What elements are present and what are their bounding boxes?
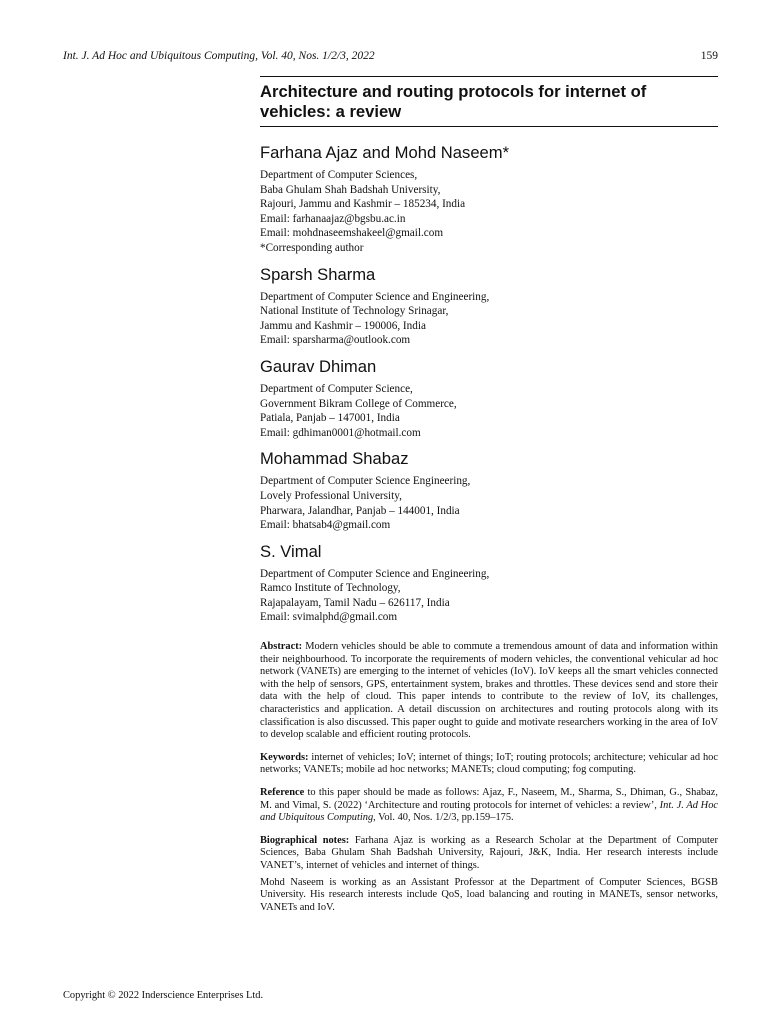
affiliation-line: Patiala, Panjab – 147001, India (260, 412, 400, 425)
affiliation-line: Rajouri, Jammu and Kashmir – 185234, India (260, 198, 466, 211)
article-column (260, 76, 718, 924)
affiliation-line: Government Bikram College of Commerce, (260, 397, 457, 410)
keywords (260, 752, 718, 777)
title-rule-bottom (260, 126, 718, 127)
author-block (260, 143, 718, 256)
affiliation-line: Jammu and Kashmir – 190006, India (260, 319, 426, 332)
author-block (260, 449, 718, 532)
abstract (260, 641, 718, 742)
affiliation-line: Lovely Professional University, (260, 489, 402, 502)
affiliation-line: Pharwara, Jalandhar, Panjab – 144001, India (260, 504, 460, 517)
author-name: Mohammad Shabaz (260, 449, 409, 469)
affiliation (260, 168, 718, 256)
author-block (260, 357, 718, 440)
email-line: Email: mohdnaseemshakeel@gmail.com (260, 227, 444, 240)
reference-text: to this paper should be made as follows: Ajaz, F., Naseem, M., Sharma, S., Dhiman, G., Shabaz, M. and Vimal, S. (2022) ‘Architecture and routing protocols for internet of vehicles: a review’, (260, 787, 718, 811)
running-head (63, 50, 718, 62)
bio-label: Biographical notes: (260, 834, 350, 846)
affiliation-line: Ramco Institute of Technology, (260, 582, 401, 595)
affiliation-line: Department of Computer Science and Engineering, (260, 567, 490, 580)
corresponding-note: *Corresponding author (260, 241, 364, 254)
keywords-label: Keywords: (260, 751, 309, 763)
copyright-notice: Copyright © 2022 Inderscience Enterprises Ltd. (63, 990, 264, 1001)
author-name: Gaurav Dhiman (260, 356, 377, 376)
affiliation-line: Department of Computer Science, (260, 382, 413, 395)
email-line: Email: svimalphd@gmail.com (260, 611, 398, 624)
email-line: Email: sparsharma@outlook.com (260, 334, 411, 347)
abstract-text: Modern vehicles should be able to commute a tremendous amount of data and information within their neighbourhood. To incorporate the requirements of modern vehicles, the conventional vehicular ad hoc network (VANETs) are emerging to the internet of vehicles (IoV). IoV keeps all the smart vehicles connected with the help of sensors, GPS, entertainment system, brakes and throttles. These devices send and store their data with the help of cloud. This paper intends to contribute to the review of IoV, its challenges, characteristics and application. A detail discussion on architectures and routing protocols along with its classification is also discussed. This paper ought to guide and motivate researchers working in the area of IoV to develop scalable and efficient routing protocols. (260, 641, 718, 741)
biographical-notes-second: Mohd Naseem is working as an Assistant Professor at the Department of Computer Sciences, BGSB University. His research interests include QoS, load balancing and routing in MANETs, sensor networks, VANETs and IoV. (260, 876, 718, 913)
reference (260, 787, 718, 825)
affiliation-line: Department of Computer Sciences, (260, 169, 418, 181)
author-name: Farhana Ajaz and Mohd Naseem* (260, 143, 510, 162)
reference-tail: , Vol. 40, Nos. 1/2/3, pp.159–175. (373, 812, 514, 824)
biographical-notes (260, 835, 718, 873)
author-block (260, 265, 718, 348)
email-line: Email: bhatsab4@gmail.com (260, 519, 391, 532)
author-block (260, 542, 718, 625)
author-name: S. Vimal (260, 541, 322, 561)
page-number: 159 (700, 50, 718, 62)
title-rule-top (260, 76, 718, 77)
affiliation-line: Department of Computer Science and Engineering, (260, 290, 490, 303)
email-line: Email: gdhiman0001@hotmail.com (260, 426, 421, 439)
journal-citation: Int. J. Ad Hoc and Ubiquitous Computing, Vol. 40, Nos. 1/2/3, 2022 (63, 50, 375, 62)
article-title (260, 82, 718, 122)
affiliation (260, 567, 718, 625)
affiliation (260, 474, 718, 532)
affiliation-line: Rajapalayam, Tamil Nadu – 626117, India (260, 596, 450, 609)
reference-label: Reference (260, 787, 305, 798)
affiliation (260, 382, 718, 440)
affiliation-line: Department of Computer Science Engineering, (260, 475, 471, 488)
keywords-text: internet of vehicles; IoV; internet of things; IoT; routing protocols; architecture; vehicular ad hoc networks; VANETs; mobile ad hoc networks; MANETs; cloud computing; fog computing. (260, 751, 718, 776)
title-line: vehicles: a review (260, 102, 402, 121)
email-line: Email: farhanaajaz@bgsbu.ac.in (260, 212, 406, 225)
affiliation (260, 290, 718, 348)
author-name: Sparsh Sharma (260, 264, 376, 284)
abstract-label: Abstract: (260, 641, 303, 653)
bio-text: Farhana Ajaz is working as a Research Scholar at the Department of Computer Sciences, Baba Ghulam Shah Badshah University, Rajouri, J&K, India. Her research interests include VANET’s, internet of vehicles and internet of things. (260, 834, 719, 871)
affiliation-line: Baba Ghulam Shah Badshah University, (260, 183, 441, 196)
reference-journal: Int. J. Ad Hoc and Ubiquitous Computing (260, 799, 718, 824)
affiliation-line: National Institute of Technology Srinagar, (260, 305, 449, 318)
title-line: Architecture and routing protocols for internet of (260, 82, 647, 101)
